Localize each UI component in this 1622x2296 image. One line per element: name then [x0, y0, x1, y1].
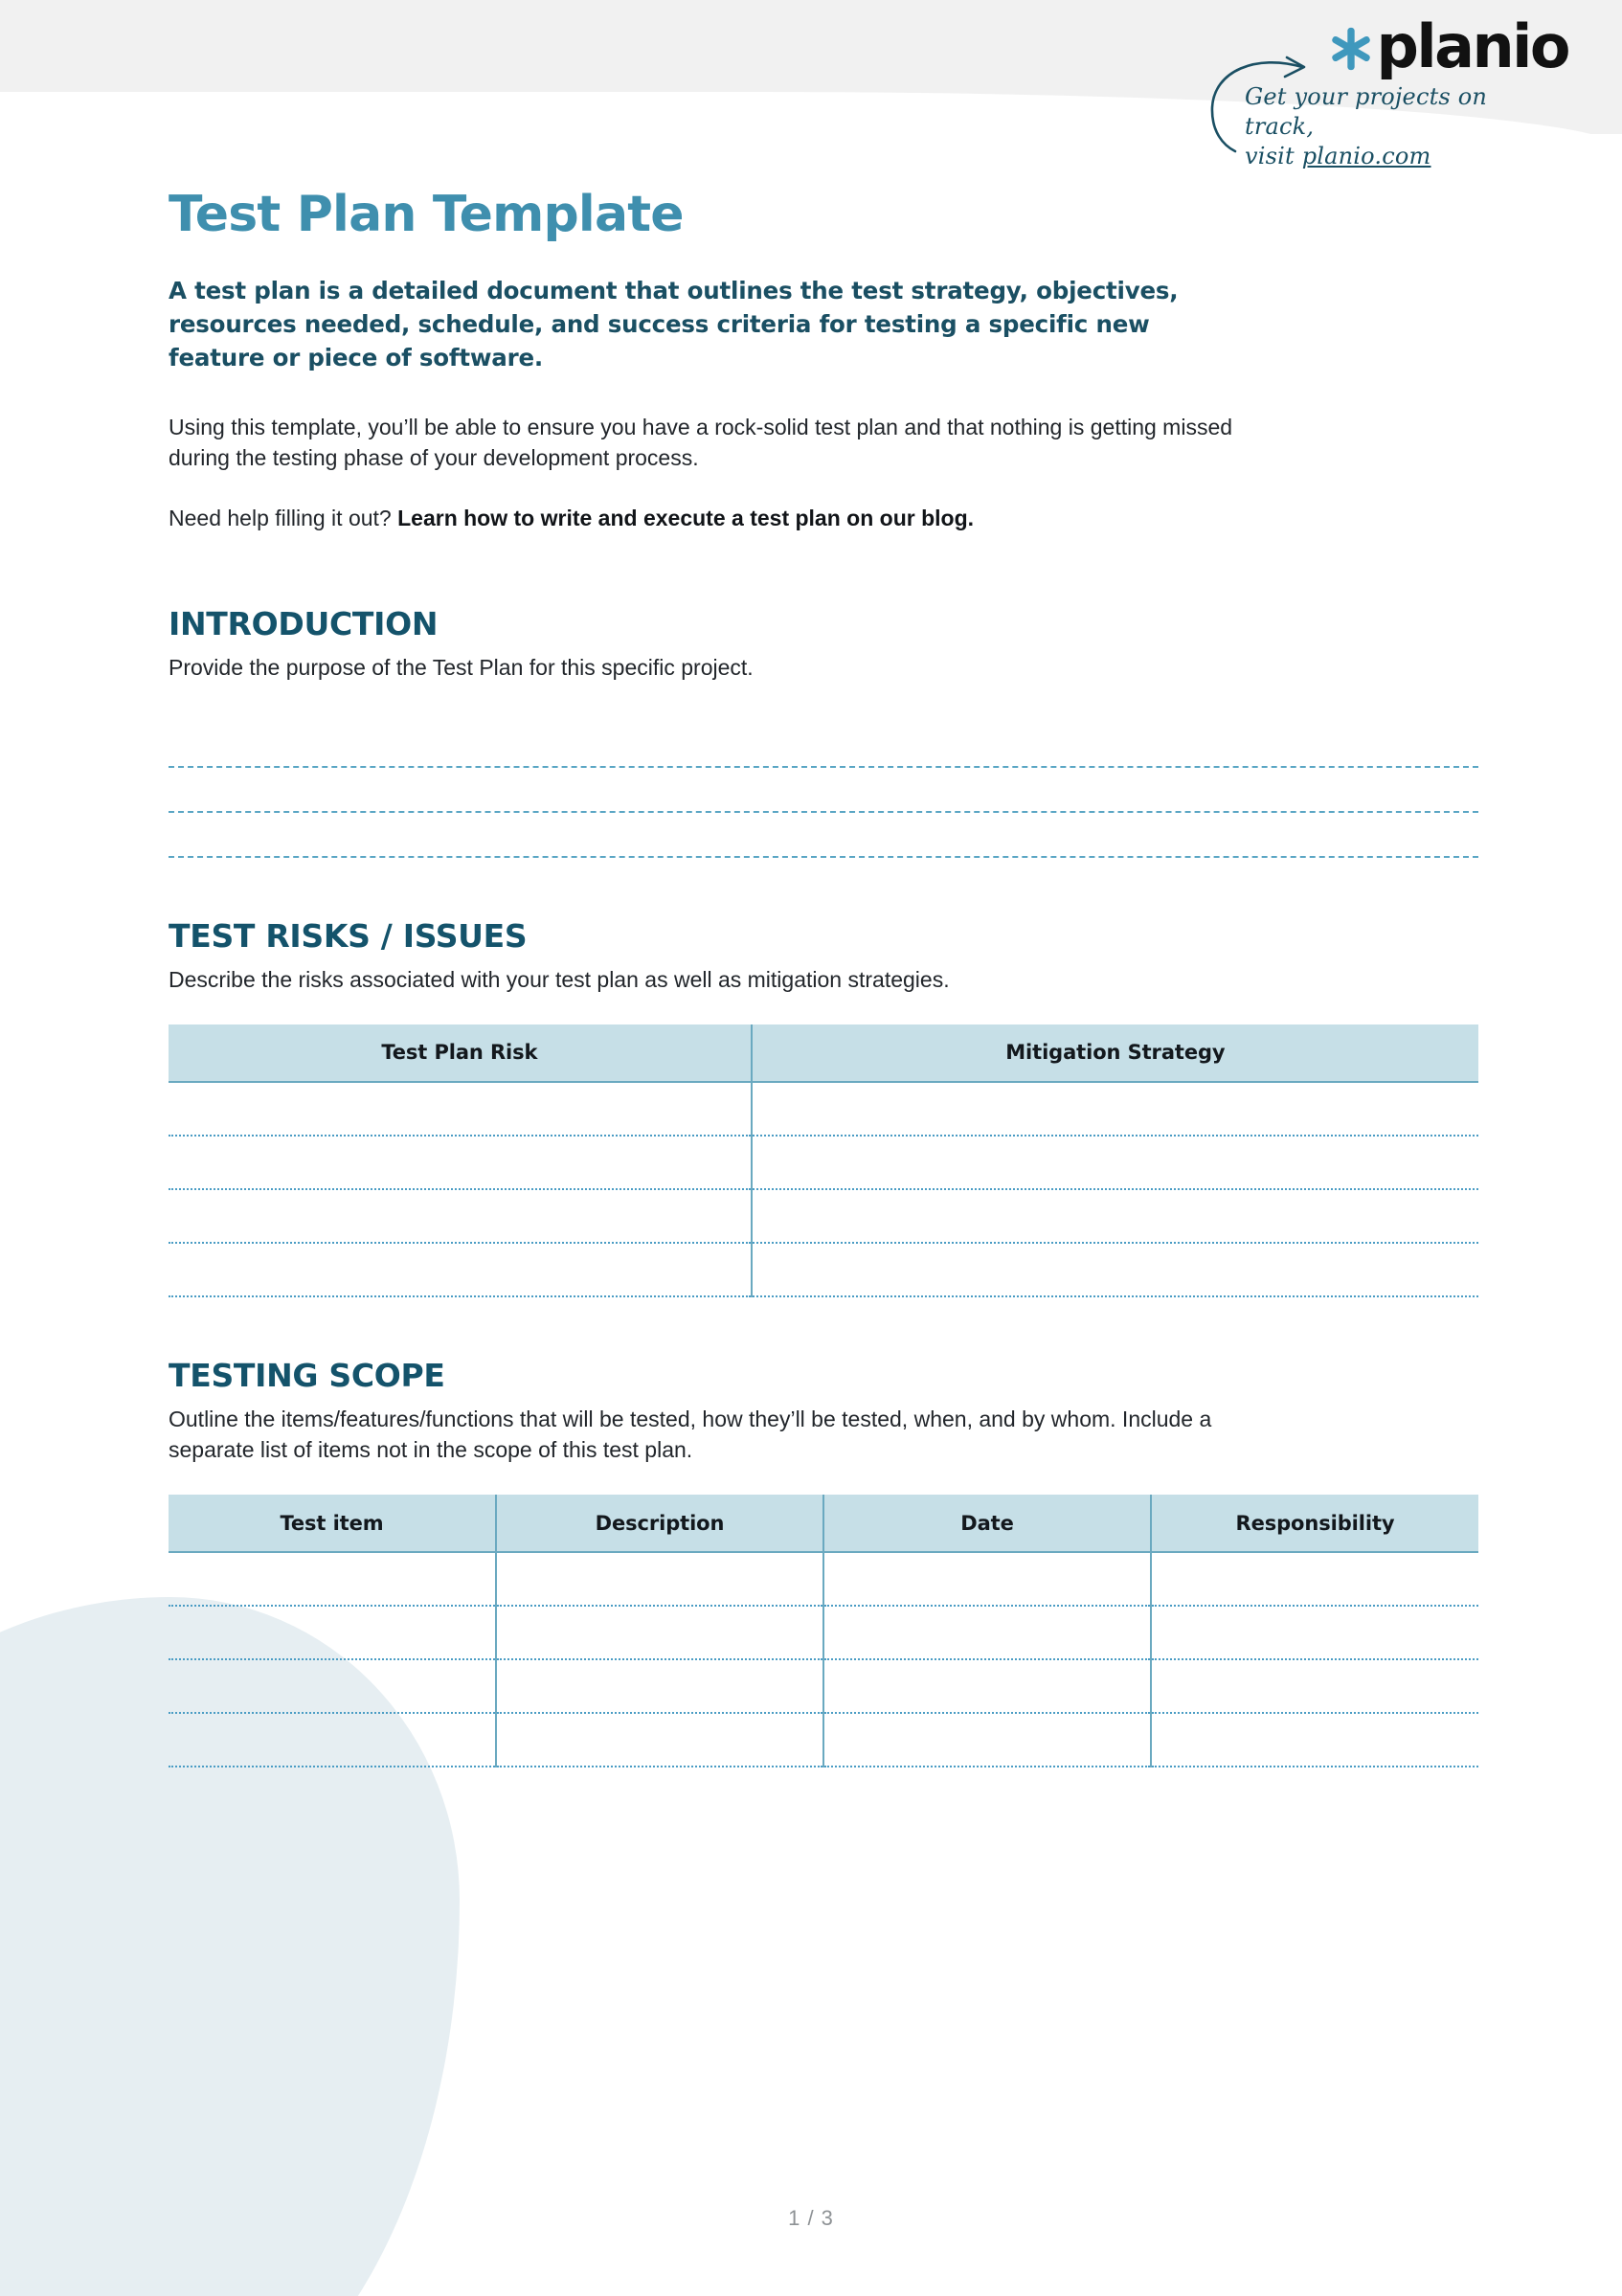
help-paragraph	[169, 503, 1298, 534]
table-row	[169, 1189, 1478, 1243]
intro-paragraph: Using this template, you’ll be able to ensure you have a rock-solid test plan and that nothing is getting missed during the testing phase of your development process.	[169, 414, 1233, 471]
write-line[interactable]	[169, 723, 1478, 768]
section-test-risks	[169, 917, 1478, 1297]
cell-test-plan-risk[interactable]	[169, 1082, 752, 1136]
cell-description[interactable]	[496, 1713, 823, 1767]
cell-mitigation-strategy[interactable]	[752, 1082, 1478, 1136]
cell-mitigation-strategy[interactable]	[752, 1189, 1478, 1243]
blog-link[interactable]: Learn how to write and execute a test plan on our blog.	[397, 505, 975, 530]
table-header-row	[169, 1495, 1478, 1552]
cell-test-plan-risk[interactable]	[169, 1243, 752, 1296]
cell-mitigation-strategy[interactable]	[752, 1136, 1478, 1189]
table-row	[169, 1713, 1478, 1767]
cell-description[interactable]	[496, 1606, 823, 1659]
asterisk-icon	[1329, 27, 1373, 71]
section-heading-testing-scope: TESTING SCOPE	[169, 1356, 445, 1394]
table-row	[169, 1659, 1478, 1713]
column-header-test-plan-risk: Test Plan Risk	[169, 1024, 752, 1082]
cell-responsibility[interactable]	[1151, 1659, 1478, 1713]
section-heading-introduction: INTRODUCTION	[169, 604, 439, 642]
section-introduction	[169, 605, 1478, 859]
table-row	[169, 1243, 1478, 1296]
cell-description[interactable]	[496, 1552, 823, 1606]
cell-description[interactable]	[496, 1659, 823, 1713]
help-paragraph-prefix: Need help filling it out?	[169, 505, 398, 530]
column-header-responsibility: Responsibility	[1151, 1495, 1478, 1552]
cell-test-item[interactable]	[169, 1552, 496, 1606]
introduction-write-area[interactable]	[169, 723, 1478, 858]
cell-responsibility[interactable]	[1151, 1606, 1478, 1659]
write-line[interactable]	[169, 768, 1478, 813]
page-indicator: 1 / 3	[788, 2206, 834, 2230]
logo-wordmark: planio	[1376, 11, 1568, 81]
logo-row	[1329, 11, 1568, 81]
document-lede: A test plan is a detailed document that outlines the test strategy, objectives, resources needed, schedule, and success criteria for testing a specific new feature or piece of software.	[169, 277, 1179, 371]
cell-date[interactable]	[823, 1606, 1151, 1659]
cell-date[interactable]	[823, 1659, 1151, 1713]
tagline-link[interactable]: planio.com	[1301, 143, 1431, 170]
section-subtext-test-risks: Describe the risks associated with your test plan as well as mitigation strategies.	[169, 967, 950, 993]
cell-responsibility[interactable]	[1151, 1713, 1478, 1767]
section-subtext-testing-scope: Outline the items/features/functions that will be tested, how they’ll be tested, when, and by whom. Include a separate list of items not in the scope of this test plan.	[169, 1406, 1212, 1463]
column-header-description: Description	[496, 1495, 823, 1552]
column-header-test-item: Test item	[169, 1495, 496, 1552]
table-row	[169, 1136, 1478, 1189]
curved-arrow-icon	[1199, 40, 1323, 155]
page-footer	[0, 2206, 1622, 2231]
cell-test-item[interactable]	[169, 1659, 496, 1713]
cell-test-item[interactable]	[169, 1713, 496, 1767]
tagline-visit-label: visit	[1245, 143, 1302, 170]
test-risks-table	[169, 1024, 1478, 1297]
testing-scope-table	[169, 1495, 1478, 1767]
table-row	[169, 1082, 1478, 1136]
cell-test-plan-risk[interactable]	[169, 1189, 752, 1243]
cell-date[interactable]	[823, 1713, 1151, 1767]
cell-responsibility[interactable]	[1151, 1552, 1478, 1606]
write-line[interactable]	[169, 813, 1478, 858]
tagline-line-1: Get your projects on track,	[1245, 83, 1488, 141]
section-testing-scope	[169, 1357, 1478, 1767]
table-row	[169, 1606, 1478, 1659]
table-header-row	[169, 1024, 1478, 1082]
cell-test-plan-risk[interactable]	[169, 1136, 752, 1189]
column-header-date: Date	[823, 1495, 1151, 1552]
table-row	[169, 1552, 1478, 1606]
cell-test-item[interactable]	[169, 1606, 496, 1659]
cell-mitigation-strategy[interactable]	[752, 1243, 1478, 1296]
section-subtext-introduction: Provide the purpose of the Test Plan for this specific project.	[169, 654, 754, 680]
section-heading-test-risks: TEST RISKS / ISSUES	[169, 917, 528, 956]
page-title: Test Plan Template	[169, 186, 684, 243]
planio-logo	[1205, 11, 1568, 170]
column-header-mitigation-strategy: Mitigation Strategy	[752, 1024, 1478, 1082]
cell-date[interactable]	[823, 1552, 1151, 1606]
